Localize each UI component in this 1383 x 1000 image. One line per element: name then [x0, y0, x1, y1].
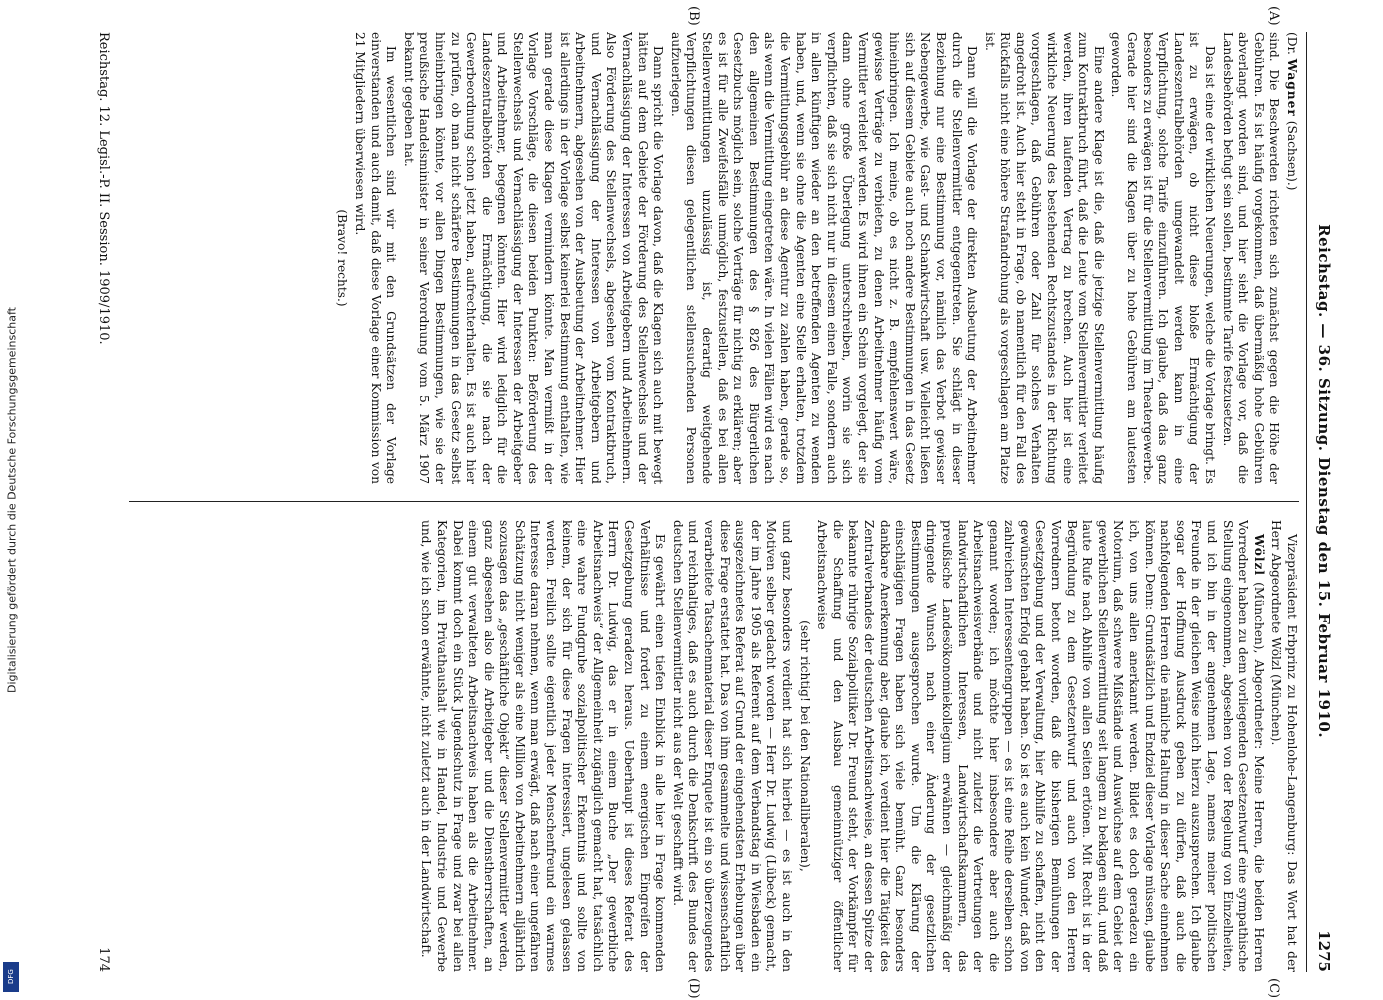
page-footer — [89, 32, 119, 972]
speaker-prefix: (Dr. — [1285, 32, 1299, 55]
margin-marker-b: (B) — [686, 6, 701, 26]
margin-marker-c: (C) — [1266, 978, 1281, 999]
speaker-line — [1283, 32, 1299, 484]
digitization-credit — [2, 0, 22, 1000]
column-divider — [129, 501, 1299, 502]
left-column — [129, 32, 1299, 484]
applause-note: (Bravo! rechts.) — [335, 209, 350, 307]
paragraph: Es gewährt einen tiefen Einblick in alle hier in Frage kommenden Verhältnisse und fordert zu einem energischen Eingreifen der Gesetzgebung geradezu heraus. Ueberhaupt ist dieses Referat des Herrn Dr. Ludwig, das er in einem Buche „Der gewerbliche Arbeitsnachweis“ der Allgemeinheit zugänglich gemacht hat, tatsächlich eine wahre Fundgrube sozialpolitischer Erkenntnis und sollte von keinem, der sich für diese Fragen interessiert, ungelesen gelassen werden. Freilich sollte eigentlich jeder Menschenfreund ein warmes Interesse daran nehmen, wenn man erwägt, daß nach einer ungefähren Schätzung nicht weniger als eine Million von Arbeitnehmern alljährlich sozusagen das „geschäftliche Objekt“ dieser Stellenvermittler werden, ganz abgesehen also die Arbeitgeber und die Dienstherrschaften, an einem gut verwalteten Arbeitsnachweis haben als die Arbeitnehmer. Dabei kommt doch ein Stück Jugendschutz in Frage und zwar bei allen Kategorien, im Privathaushalt wie in Handel, Industrie und Gewerbe und, wie ich schon erwähnte, nicht zuletzt auch in der Landwirtschaft. — [419, 520, 668, 972]
margin-marker-d: (D) — [686, 978, 701, 999]
dfg-logo: DFG — [3, 962, 19, 992]
interjection: (sehr richtig! bei den Nationalliberalen), — [797, 620, 812, 872]
digitization-credit-text: Digitalisierung gefördert durch die Deutsche Forschungsgemeinschaft — [5, 307, 19, 693]
text-columns — [129, 32, 1299, 972]
header-title: Reichstag. — 36. Sitzung. Dienstag den 15. Februar 1910. — [1315, 224, 1333, 739]
paragraph: Meine Herren, die beiden Herren Vorredner haben zu dem vorliegenden Gesetzentwurf eine sympathische Stellung eingenommen, abgesehen von der Regelung von Einzelheiten, und ich bin in der angenehmen Lage, namens meiner politischen Freunde in der gleichen Weise mich hierzu auszusprechen. Ich glaube sogar der Hoffnung Ausdruck geben zu dürfen, daß auch die nachfolgenden Herren die nämliche Haltung in dieser Sache einnehmen können. Denn: Grundsätzlich und Endziel dieser Vorlage müssen, glaube ich, von uns allen anerkannt werden. Bildet es doch geradezu ein Notorium, daß schwere Mißstände und Auswüchse auf dem Gebiet der gewerblichen Stellenvermittlung seit langem zu beklagen sind, und daß laute Rufe nach Abhilfe von allen Seiten ertönen. Mit Recht ist in der Begründung zu dem Gesetzentwurf und auch von den Herren Vorrednern betont worden, daß die bisherigen Bemühungen der Gesetzgebung und der Verwaltung, hier Abhilfe zu schaffen, nicht den gewünschten Erfolg gehabt haben. So ist es auch kein Wunder, daß von zahlreichen Interessentengruppen — es ist eine Reihe derselben schon genannt worden; ich möchte hier insbesondere aber auch die Arbeitsnachweisverbände und nicht zuletzt die Vertretungen der landwirtschaftlichen Interessen, Landwirtschaftskammern, das preußische Landesökonomiekollegium erwähnen — gleichmäßig der dringende Wunsch nach einer Änderung der gesetzlichen Bestimmungen ausgesprochen wurde. Um die Klärung der einschlägigen Fragen haben sich viele bemüht. Ganz besonders dankbare Anerkennung aber, glaube ich, verdient hier die Tätigkeit des Zentralverbandes der deutschen Arbeitsnachweise, an dessen Spitze der bekannte rührige Sozialpolitiker Dr. Freund steht, der Vorkämpfer für die Schaffung und den Ausbau gemeinnütziger öffentlicher Arbeitsnachweise — [815, 520, 1266, 972]
speaker-name: Wagner — [1285, 58, 1299, 117]
margin-marker-a: (A) — [1266, 6, 1281, 26]
page-number: 1275 — [1315, 930, 1333, 972]
scanned-page-area — [26, 6, 1356, 999]
paragraph: Das ist eine der wirklichen Neuerungen, welche die Vorlage bringt. Es ist zu erwägen, ob nicht diese bloße Ermächtigung der Landeszentralbehörden umgewandelt werden kann in eine Verpflichtung, solche Tarife einzuführen. Ich glaube, daß das ganz besonders zu erwägen ist für die Stellenvermittlung im Theatergewerbe. Gerade hier sind die Klagen über zu hohe Gebühren am lautesten geworden. — [1109, 32, 1218, 484]
speaker-name: Wölzl — [1251, 534, 1266, 577]
paragraph: Dann spricht die Vorlage davon, daß die Klagen sich auch mit bewegt hätten auf dem Gebiete der Förderung des Stellenwechsels und der Vernachlässigung der Interessen von Arbeitgebern und Arbeitnehmern. Also Förderung des Stellenwechsels, abgesehen vom Kontraktbruch, und Vernachlässigung der Interessen von Arbeitgebern und Arbeitnehmern, abgesehen von der Ausbeutung der Arbeitnehmer. Hier ist allerdings in der Vorlage selbst keinerlei Bestimmung enthalten, wie man gerade diese Klagen vermindern könnte. Man vermißt in der Vorlage Vorschläge, die diesen beiden Punkten: Beförderung des Stellenwechsels und Vernachlässigung der Interessen der Arbeitgeber und Arbeitnehmer, begegnen könnten. Hier wird lediglich für die Landeszentralbehörden die Ermächtigung, die sie nach der Gewerbeordnung schon jetzt haben, aufrechterhalten. Es ist auch hier zu prüfen, ob man nicht schärfere Bestimmungen in das Gesetz selbst hineinbringen könnte, vor allen Dingen Bestimmungen, wie sie der preußische Handelsminister in seiner Verordnung vom 5. März 1907 bekannt gegeben hat. — [401, 32, 666, 484]
footer-sheet-number: 174 — [96, 947, 112, 972]
paragraph: und ganz besonders verdient hat sich hierbei — es ist auch in den Motiven selber gedacht worden — Herr Dr. Ludwig (Lübeck) gemacht, der im Jahre 1905 als Referent auf dem Verbandstag in Wiesbaden ein ausgezeichnetes Referat auf Grund der eingehendsten Erhebungen über diese Frage erstattet hat. Das von ihm gesammelte und wissenschaftlich verarbeitete Tatsachenmaterial dieser Enquete ist ein so überzeugendes und reichhaltiges, daß es auch durch die Denkschrift des Bundes der deutschen Stellenvermittler nicht aus der Welt geschafft wird. — [670, 520, 794, 972]
speaker-suffix: (München), Abgeordneter: — [1251, 582, 1266, 750]
paragraph: sind. Die Beschwerden richteten sich zunächst gegen die Höhe der Gebühren. Es ist häufig vorgekommen, daß übermäßig hohe Gebühren abverlangt worden sind, und hier sieht die Vorlage vor, daß die Landesbehörden befugt sein sollen, bestimmte Tarife festzusetzen. — [1220, 32, 1282, 484]
chair-announcement: Vizepräsident Erbprinz zu Hohenlohe-Langenburg: Das Wort hat der Herr Abgeordnete Wölzl (München). — [1269, 520, 1299, 972]
paragraph: Eine andere Klage ist die, daß die jetzige Stellenvermittlung häufig zum Kontraktbruch führt, daß die Leute vom Stellenvermittler verleitet werden, ihren laufenden Vertrag zu brechen. Auch hier ist eine wirkliche Neuerung des bestehenden Rechtszustandes in der Richtung vorgeschlagen, daß Gebühren oder Zahl für solches Verhalten angedroht ist. Auch hier steht in Frage, ob namentlich für den Fall des Rückfalls nicht eine höhere Strafandrohung als vorgeschlagen am Platze ist. — [982, 32, 1106, 484]
page-header — [1306, 32, 1341, 972]
paragraph: Im wesentlichen sind wir mit den Grundsätzen der Vorlage einverstanden und auch damit, daß diese Vorlage einer Kommission von 21 Mitgliedern überwiesen wird. — [352, 32, 399, 484]
paragraph: Dann will die Vorlage der direkten Ausbeutung der Arbeitnehmer durch die Stellenvermittler entgegentreten. Sie schlägt in dieser Beziehung nur eine Bestimmung vor, nämlich das Verbot gewisser Nebengewerbe, wie Gast- und Schankwirtschaft usw. Vielleicht ließen sich auf diesem Gebiete auch noch andere Bestimmungen in das Gesetz hineinbringen. Ich meine, ob es nicht z. B. empfehlenswert wäre, gewisse Verträge zu verbieten, zu denen Arbeitnehmer häufig vom Vermittler verleitet werden. Es wird ihnen ein Schein vorgelegt, der sie dann ohne große Überlegung unterschreiben, worin sie sich verpflichten, daß sie sich nicht nur in diesem einen Falle, sondern auch in allen künftigen wieder an den betreffenden Agenten zu wenden haben, und, wenn sie ohne die Agenten eine Stelle erhalten, trotzdem die Vermittlungsgebühr an diese Agentur zu zahlen haben, gerade so, als wenn die Vermittlung eingetreten wäre. In vielen Fällen wird es nach den allgemeinen Bestimmungen des § 826 des Bürgerlichen Gesetzbuchs möglich sein, solche Verträge für nichtig zu erklären; aber es ist für alle Zweifelsfälle unmöglich, festzustellen, daß es bei allen Stellenvermittlungen unzulässig ist, derartig weitgehende Verpflichtungen diesen gelegentlichen stellensuchenden Personen aufzuerlegen. — [668, 32, 980, 484]
footer-session: Reichstag. 12. Legisl.-P. II. Session. 1909/1910. — [96, 32, 112, 345]
speaker-line — [814, 520, 1266, 972]
document-page — [41, 6, 1341, 999]
speaker-suffix: (Sachsen).) — [1285, 120, 1299, 191]
right-column — [129, 520, 1299, 972]
